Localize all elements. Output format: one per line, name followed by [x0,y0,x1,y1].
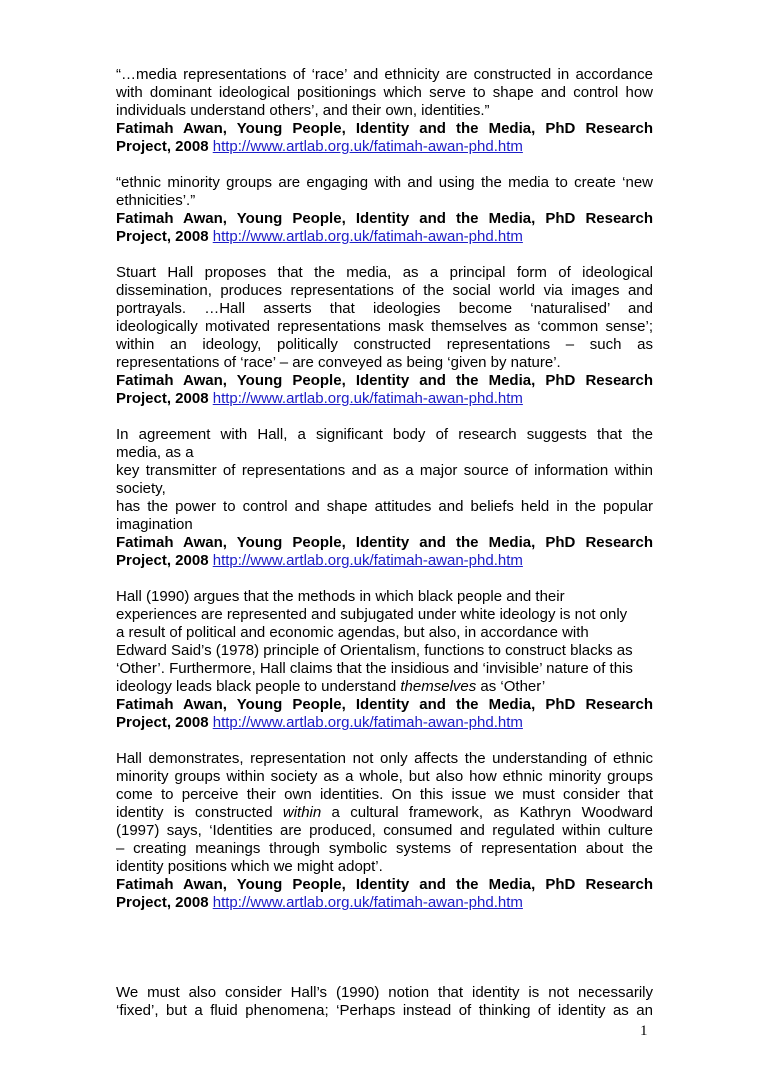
citation-project: Project, 2008 [116,138,209,155]
paragraph-6 [116,750,653,912]
paragraph-line: dissemination, produces representations of the social world via images and [116,282,653,299]
paragraph-line: society, [116,480,166,497]
citation-link[interactable]: http://www.artlab.org.uk/fatimah-awan-phd.htm [212,552,523,569]
emphasis-text: within [282,804,322,821]
paragraph-line: key transmitter of representations and as a major source of information within [116,462,653,479]
citation-author-title: Fatimah Awan, Young People, Identity and the Media, PhD Research [116,534,653,551]
citation-project: Project, 2008 [116,714,209,731]
quote-line: with dominant ideological positionings which serve to shape and control how [116,84,653,101]
quote-line: ethnicities’.” [116,192,196,209]
paragraph-4 [116,426,653,570]
quote-block-1 [116,66,653,156]
paragraph-line: Edward Said’s (1978) principle of Orientalism, functions to construct blacks as [116,642,633,659]
citation-project-line [116,894,653,912]
citation-project-line [116,552,653,570]
quote-line: individuals understand others’, and their own, identities.” [116,102,490,119]
citation-project-line [116,138,653,156]
document-page [116,66,653,1038]
paragraph-line: a result of political and economic agendas, but also, in accordance with [116,624,589,641]
citation-link[interactable]: http://www.artlab.org.uk/fatimah-awan-phd.htm [212,714,523,731]
paragraph-line: Hall (1990) argues that the methods in which black people and their [116,588,565,605]
paragraph-line: portrayals. …Hall asserts that ideologies become ‘naturalised’ and [116,300,653,317]
paragraph-line: representations of ‘race’ – are conveyed as being ‘given by nature’. [116,354,561,371]
citation-project-line [116,714,653,732]
citation-author-title: Fatimah Awan, Young People, Identity and the Media, PhD Research [116,876,653,893]
quote-line: “ethnic minority groups are engaging with and using the media to create ‘new [116,174,653,191]
paragraph-3 [116,264,653,408]
paragraph-line [116,804,653,822]
citation-project: Project, 2008 [116,390,209,407]
citation-link[interactable]: http://www.artlab.org.uk/fatimah-awan-phd.htm [212,390,523,407]
citation-link[interactable]: http://www.artlab.org.uk/fatimah-awan-phd.htm [212,228,523,245]
citation-link[interactable]: http://www.artlab.org.uk/fatimah-awan-phd.htm [212,894,523,911]
quote-block-2 [116,174,653,246]
citation-author-title: Fatimah Awan, Young People, Identity and the Media, PhD Research [116,372,653,389]
citation-project-line [116,390,653,408]
paragraph-line: We must also consider Hall’s (1990) notion that identity is not necessarily [116,984,653,1001]
paragraph-7 [116,984,653,1020]
paragraph-line: ideologically motivated representations mask themselves as ‘common sense’; [116,318,653,335]
paragraph-line: (1997) says, ‘Identities are produced, consumed and regulated within culture [116,822,653,839]
text-run: ideology leads black people to understand [116,678,401,695]
paragraph-line: within an ideology, politically constructed representations – such as [116,336,653,353]
paragraph-line: ‘fixed’, but a fluid phenomena; ‘Perhaps instead of thinking of identity as an [116,1002,653,1019]
blank-space [116,930,653,984]
paragraph-line [116,678,653,696]
citation-project-line [116,228,653,246]
paragraph-line: Stuart Hall proposes that the media, as a principal form of ideological [116,264,653,281]
citation-author-title: Fatimah Awan, Young People, Identity and the Media, PhD Research [116,210,653,227]
citation-project: Project, 2008 [116,228,209,245]
citation-author-title: Fatimah Awan, Young People, Identity and the Media, PhD Research [116,120,653,137]
paragraph-line: – creating meanings through symbolic systems of representation about the [116,840,653,857]
paragraph-line: Hall demonstrates, representation not only affects the understanding of ethnic [116,750,653,767]
citation-project: Project, 2008 [116,894,209,911]
paragraph-line: ‘Other’. Furthermore, Hall claims that the insidious and ‘invisible’ nature of this [116,660,633,677]
citation-link[interactable]: http://www.artlab.org.uk/fatimah-awan-phd.htm [212,138,523,155]
text-run: a cultural framework, as Kathryn Woodward [321,804,654,821]
citation-author-title: Fatimah Awan, Young People, Identity and the Media, PhD Research [116,696,653,713]
paragraph-line: In agreement with Hall, a significant body of research suggests that the [116,426,653,443]
text-run: identity is constructed [116,804,283,821]
paragraph-line: identity positions which we might adopt’. [116,858,383,875]
paragraph-line: minority groups within society as a whole, but also how ethnic minority groups [116,768,653,785]
quote-line: “…media representations of ‘race’ and ethnicity are constructed in accordance [116,66,653,83]
paragraph-5 [116,588,653,732]
paragraph-line: imagination [116,516,193,533]
page-number: 1 [640,1023,648,1039]
citation-project: Project, 2008 [116,552,209,569]
emphasis-text: themselves [400,678,477,695]
paragraph-line: media, as a [116,444,194,461]
text-run: as ‘Other’ [476,678,546,695]
paragraph-line: has the power to control and shape attitudes and beliefs held in the popular [116,498,653,515]
paragraph-line: come to perceive their own identities. On this issue we must consider that [116,786,653,803]
paragraph-line: experiences are represented and subjugated under white ideology is not only [116,606,628,623]
